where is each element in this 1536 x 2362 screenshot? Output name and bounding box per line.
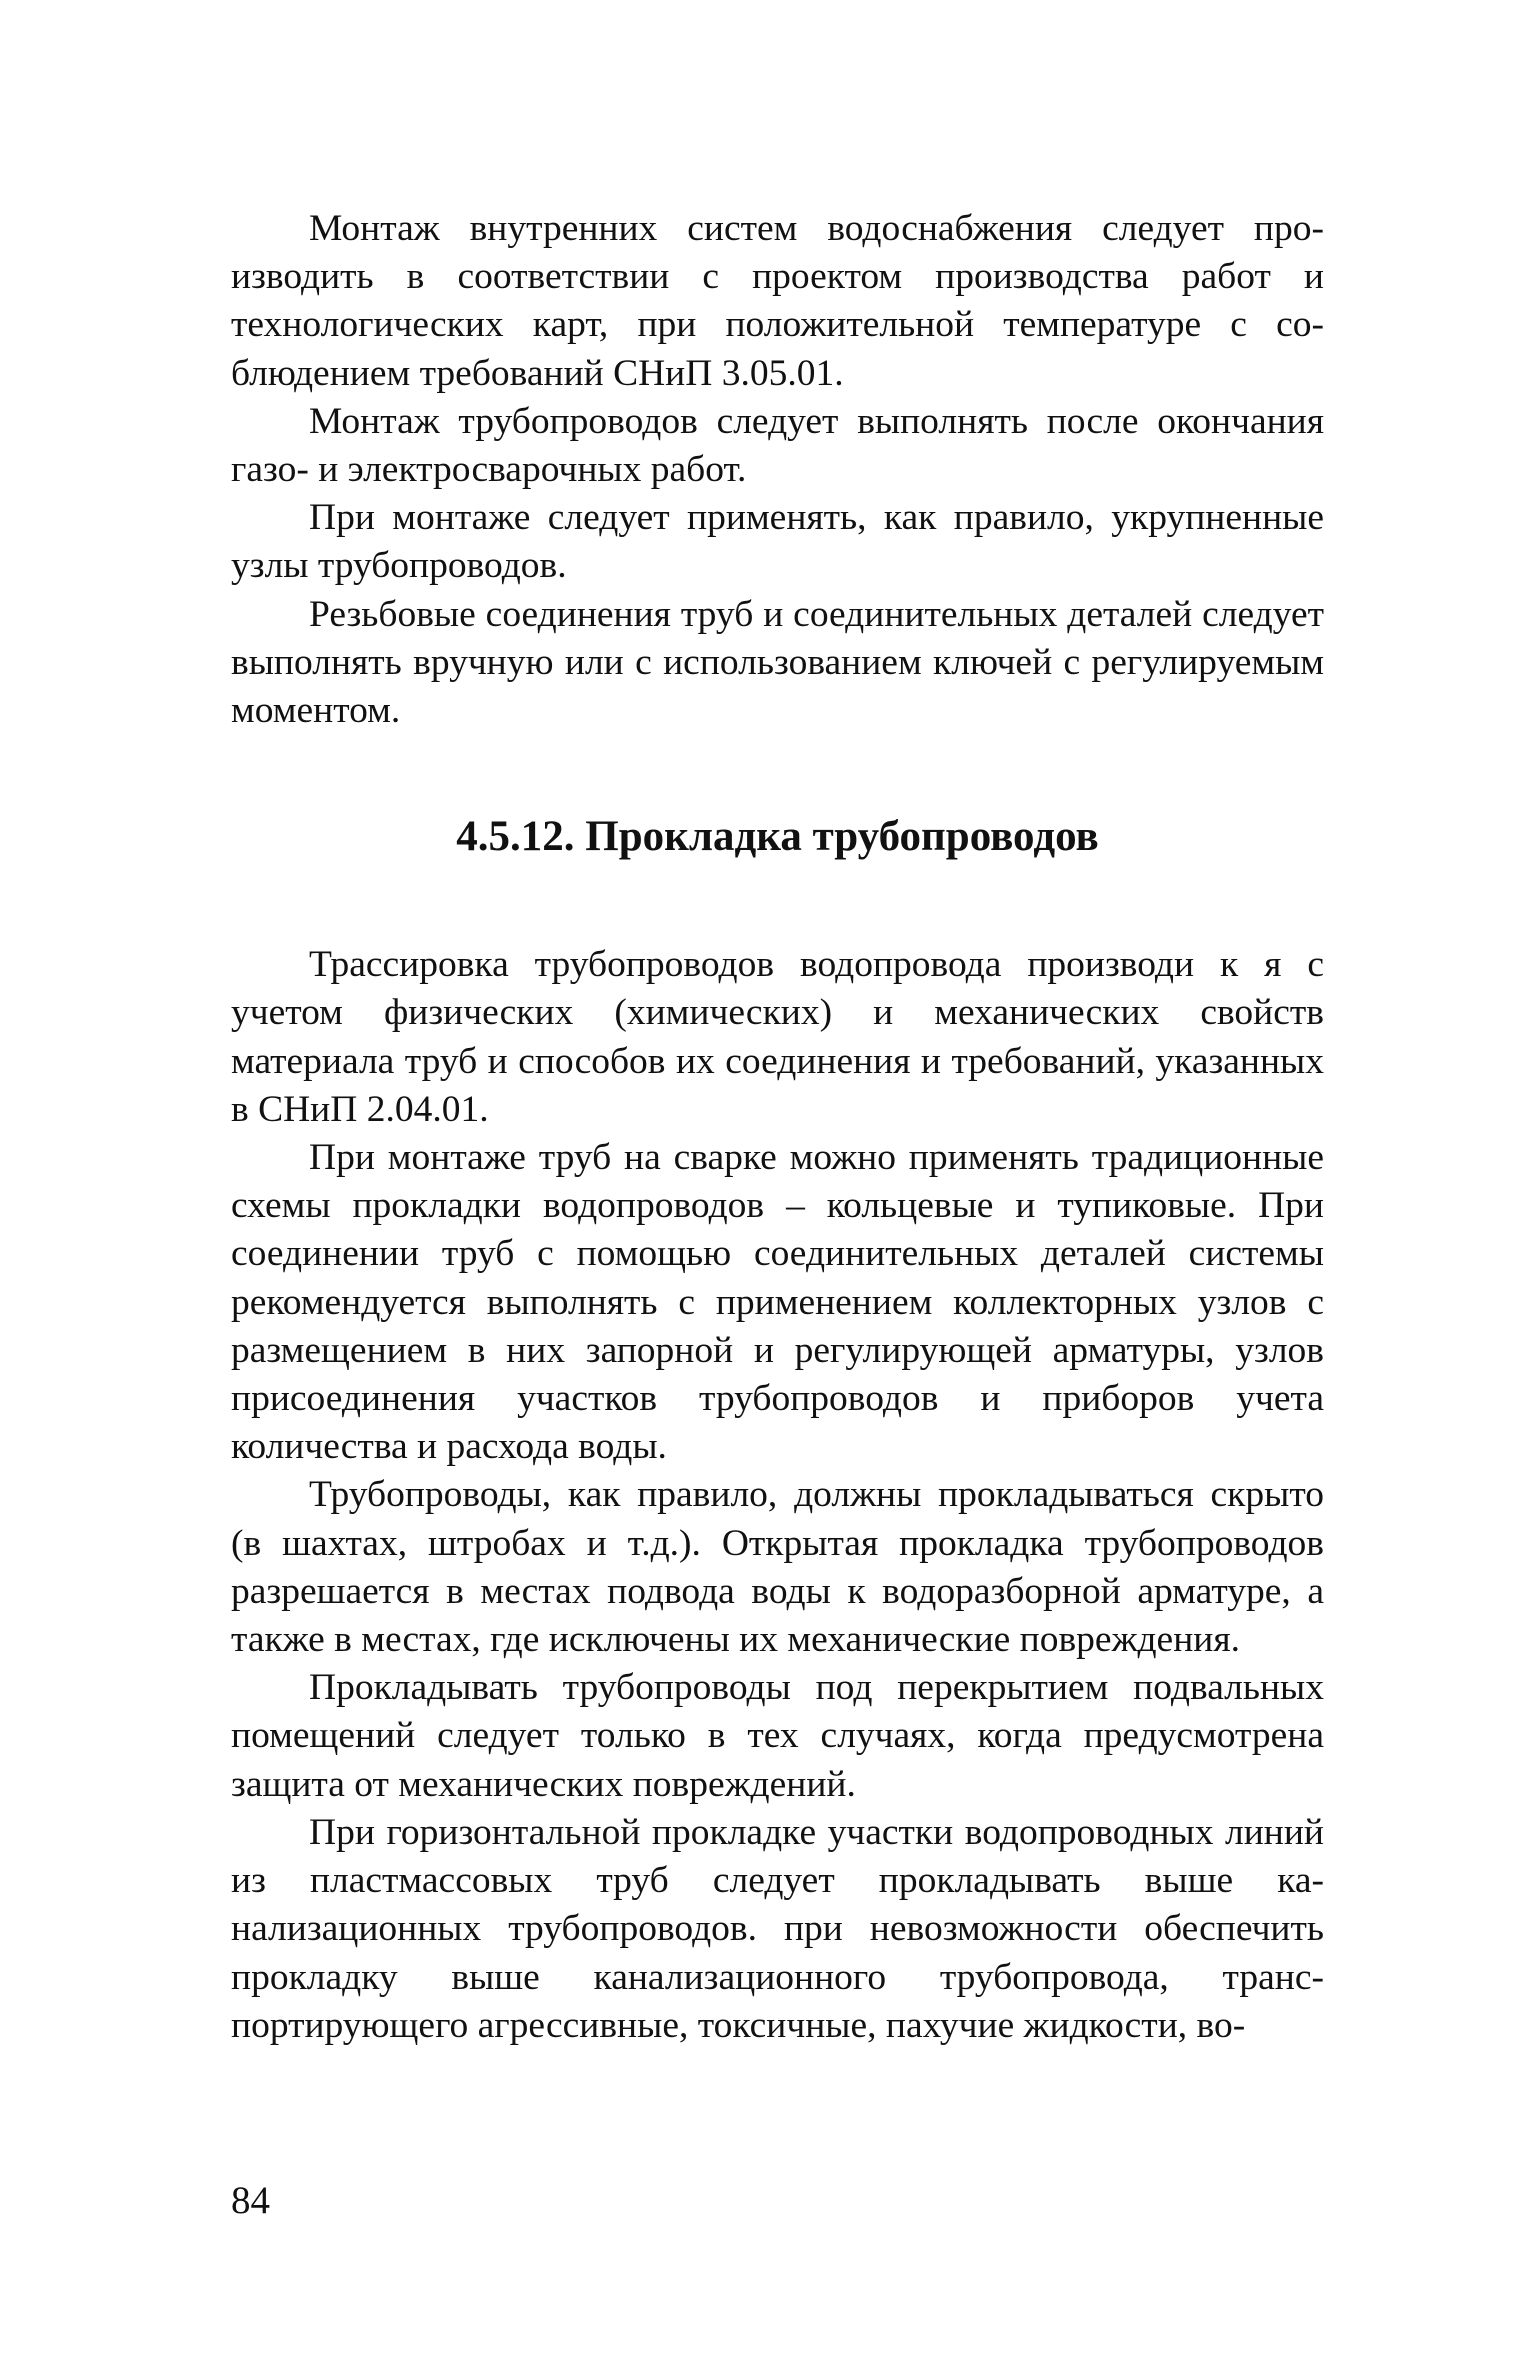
page-number: 84	[231, 2179, 270, 2222]
paragraph-installation-after-welding: Монтаж трубопроводов следует выполнять после окончания газо- и электросварочных работ.	[231, 400, 1324, 491]
paragraph-hidden-laying: Трубопроводы, как правило, должны прокладываться скрыто (в шахтах, штробах и т.д.). Открытая прокладка трубопроводов разрешается в местах подвода воды к водоразборной арматуре, а также в местах, где исключены их механические повреждения.	[231, 1474, 1324, 1661]
paragraph-threaded-connections: Резьбовые соединения труб и соединительных деталей следует выполнять вручную или с использованием ключей с регулируемым моментом.	[231, 593, 1324, 732]
paragraph-enlarged-units: При монтаже следует применять, как правило, укрупненные узлы трубопроводов.	[231, 497, 1324, 587]
paragraph-horizontal-laying: При горизонтальной прокладке участки водопроводных линий из пластмассовых труб следует прокладывать выше канализационных трубопроводов. при невозможности обеспечить прокладку выше канализационного трубопровода, транспортирующего агрессивные, токсичные, пахучие жидкости, во-	[231, 1811, 1324, 2046]
paragraph-basement-laying: Прокладывать трубопроводы под перекрытием подвальных помещений следует только в тех случаях, когда предусмотрена защита от механических повреждений.	[231, 1667, 1324, 1805]
paragraph-welded-pipe-schemes: При монтаже труб на сварке можно применять традиционные схемы прокладки водопроводов – кольцевые и тупиковые. При соединении труб с помощью соединительных деталей системы рекомендуется выполнять с применением коллекторных узлов с размещением в них запорной и регулирующей арматуры, узлов присоединения участков трубопроводов и приборов учета количества и расхода воды.	[231, 1137, 1324, 1468]
section-heading: 4.5.12. Прокладка трубопроводов	[456, 813, 1099, 861]
paragraph-pipeline-routing: Трассировка трубопроводов водопровода производи к я с учетом физических (химических) и механических свойств материала труб и способов их соединения и требований, указанных в СНиП 2.04.01.	[231, 944, 1324, 1130]
paragraph-installation-requirements: Монтаж внутренних систем водоснабжения следует производить в соответствии с проектом производства работ и технологических карт, при положительной температуре с соблюдением требований СНиП 3.05.01.	[231, 208, 1324, 394]
page-body	[231, 205, 1324, 2050]
